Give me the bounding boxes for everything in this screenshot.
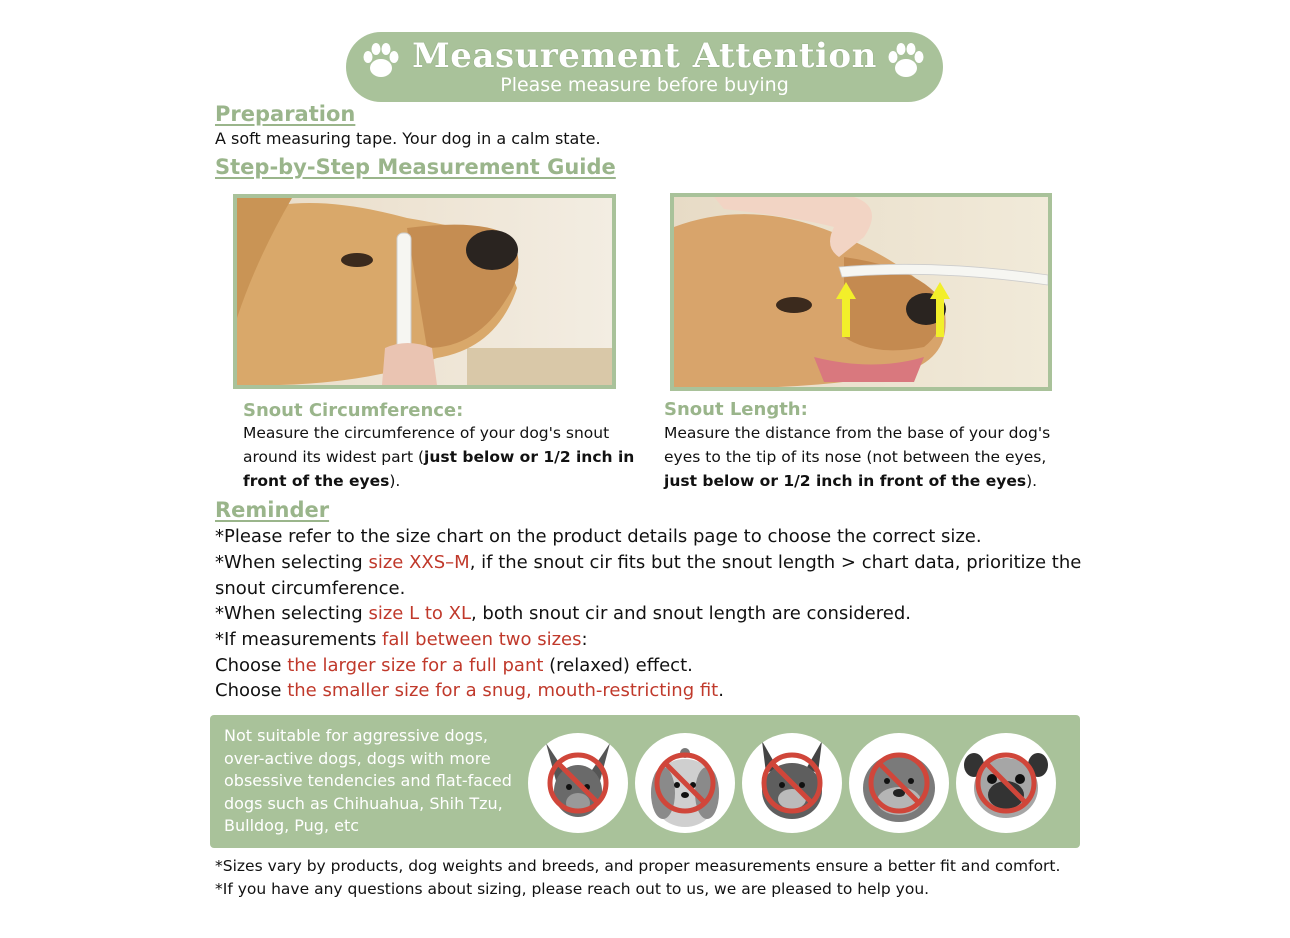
reminder-line: snout circumference. (215, 578, 406, 599)
snout-circumference-text: Measure the circumference of your dog's snout around its widest part (just below or 1/2 inch in front of the eyes). (243, 424, 635, 490)
banner-subtitle: Please measure before buying (500, 74, 789, 96)
preparation-text: A soft measuring tape. Your dog in a calm state. (215, 129, 601, 148)
chihuahua-image (528, 733, 628, 833)
pug-image (956, 733, 1056, 833)
reminder-line: *Please refer to the size chart on the product details page to choose the correct size. (215, 526, 982, 547)
french-bulldog-image (742, 733, 842, 833)
reminder-line: *When selecting size XXS–M, if the snout cir fits but the snout length > chart data, prioritize the (215, 552, 1082, 573)
snout-circumference-title: Snout Circumference: (243, 400, 464, 421)
preparation-heading: Preparation (215, 102, 356, 126)
title-banner (346, 32, 943, 102)
snout-length-title: Snout Length: (664, 399, 808, 420)
reminder-line: *If measurements fall between two sizes: (215, 629, 588, 650)
reminder-line: *When selecting size L to XL, both snout cir and snout length are considered. (215, 603, 911, 624)
footer-note: *If you have any questions about sizing, please reach out to us, we are pleased to help you. (215, 880, 930, 898)
reminder-heading: Reminder (215, 498, 330, 522)
bulldog-image (849, 733, 949, 833)
footer-note: *Sizes vary by products, dog weights and breeds, and proper measurements ensure a better fit and comfort. (215, 857, 1061, 875)
snout-length-photo (670, 193, 1052, 391)
snout-circumference-photo (233, 194, 616, 389)
reminder-line: Choose the larger size for a full pant (relaxed) effect. (215, 655, 693, 676)
shih-tzu-image (635, 733, 735, 833)
reminder-line: Choose the smaller size for a snug, mouth-restricting fit. (215, 680, 724, 701)
guide-heading: Step-by-Step Measurement Guide (215, 155, 616, 179)
snout-length-text: Measure the distance from the base of your dog's eyes to the tip of its nose (not between the eyes, just below or 1/2 inch in front of the eyes). (664, 424, 1051, 490)
banner-title: Measurement Attention (412, 36, 877, 76)
warning-text: Not suitable for aggressive dogs, over-active dogs, dogs with more obsessive tendencies and flat-faced dogs such as Chihuahua, Shih Tzu, Bulldog, Pug, etc (224, 726, 512, 835)
warning-box (210, 715, 1080, 848)
paw-icon (883, 38, 929, 84)
